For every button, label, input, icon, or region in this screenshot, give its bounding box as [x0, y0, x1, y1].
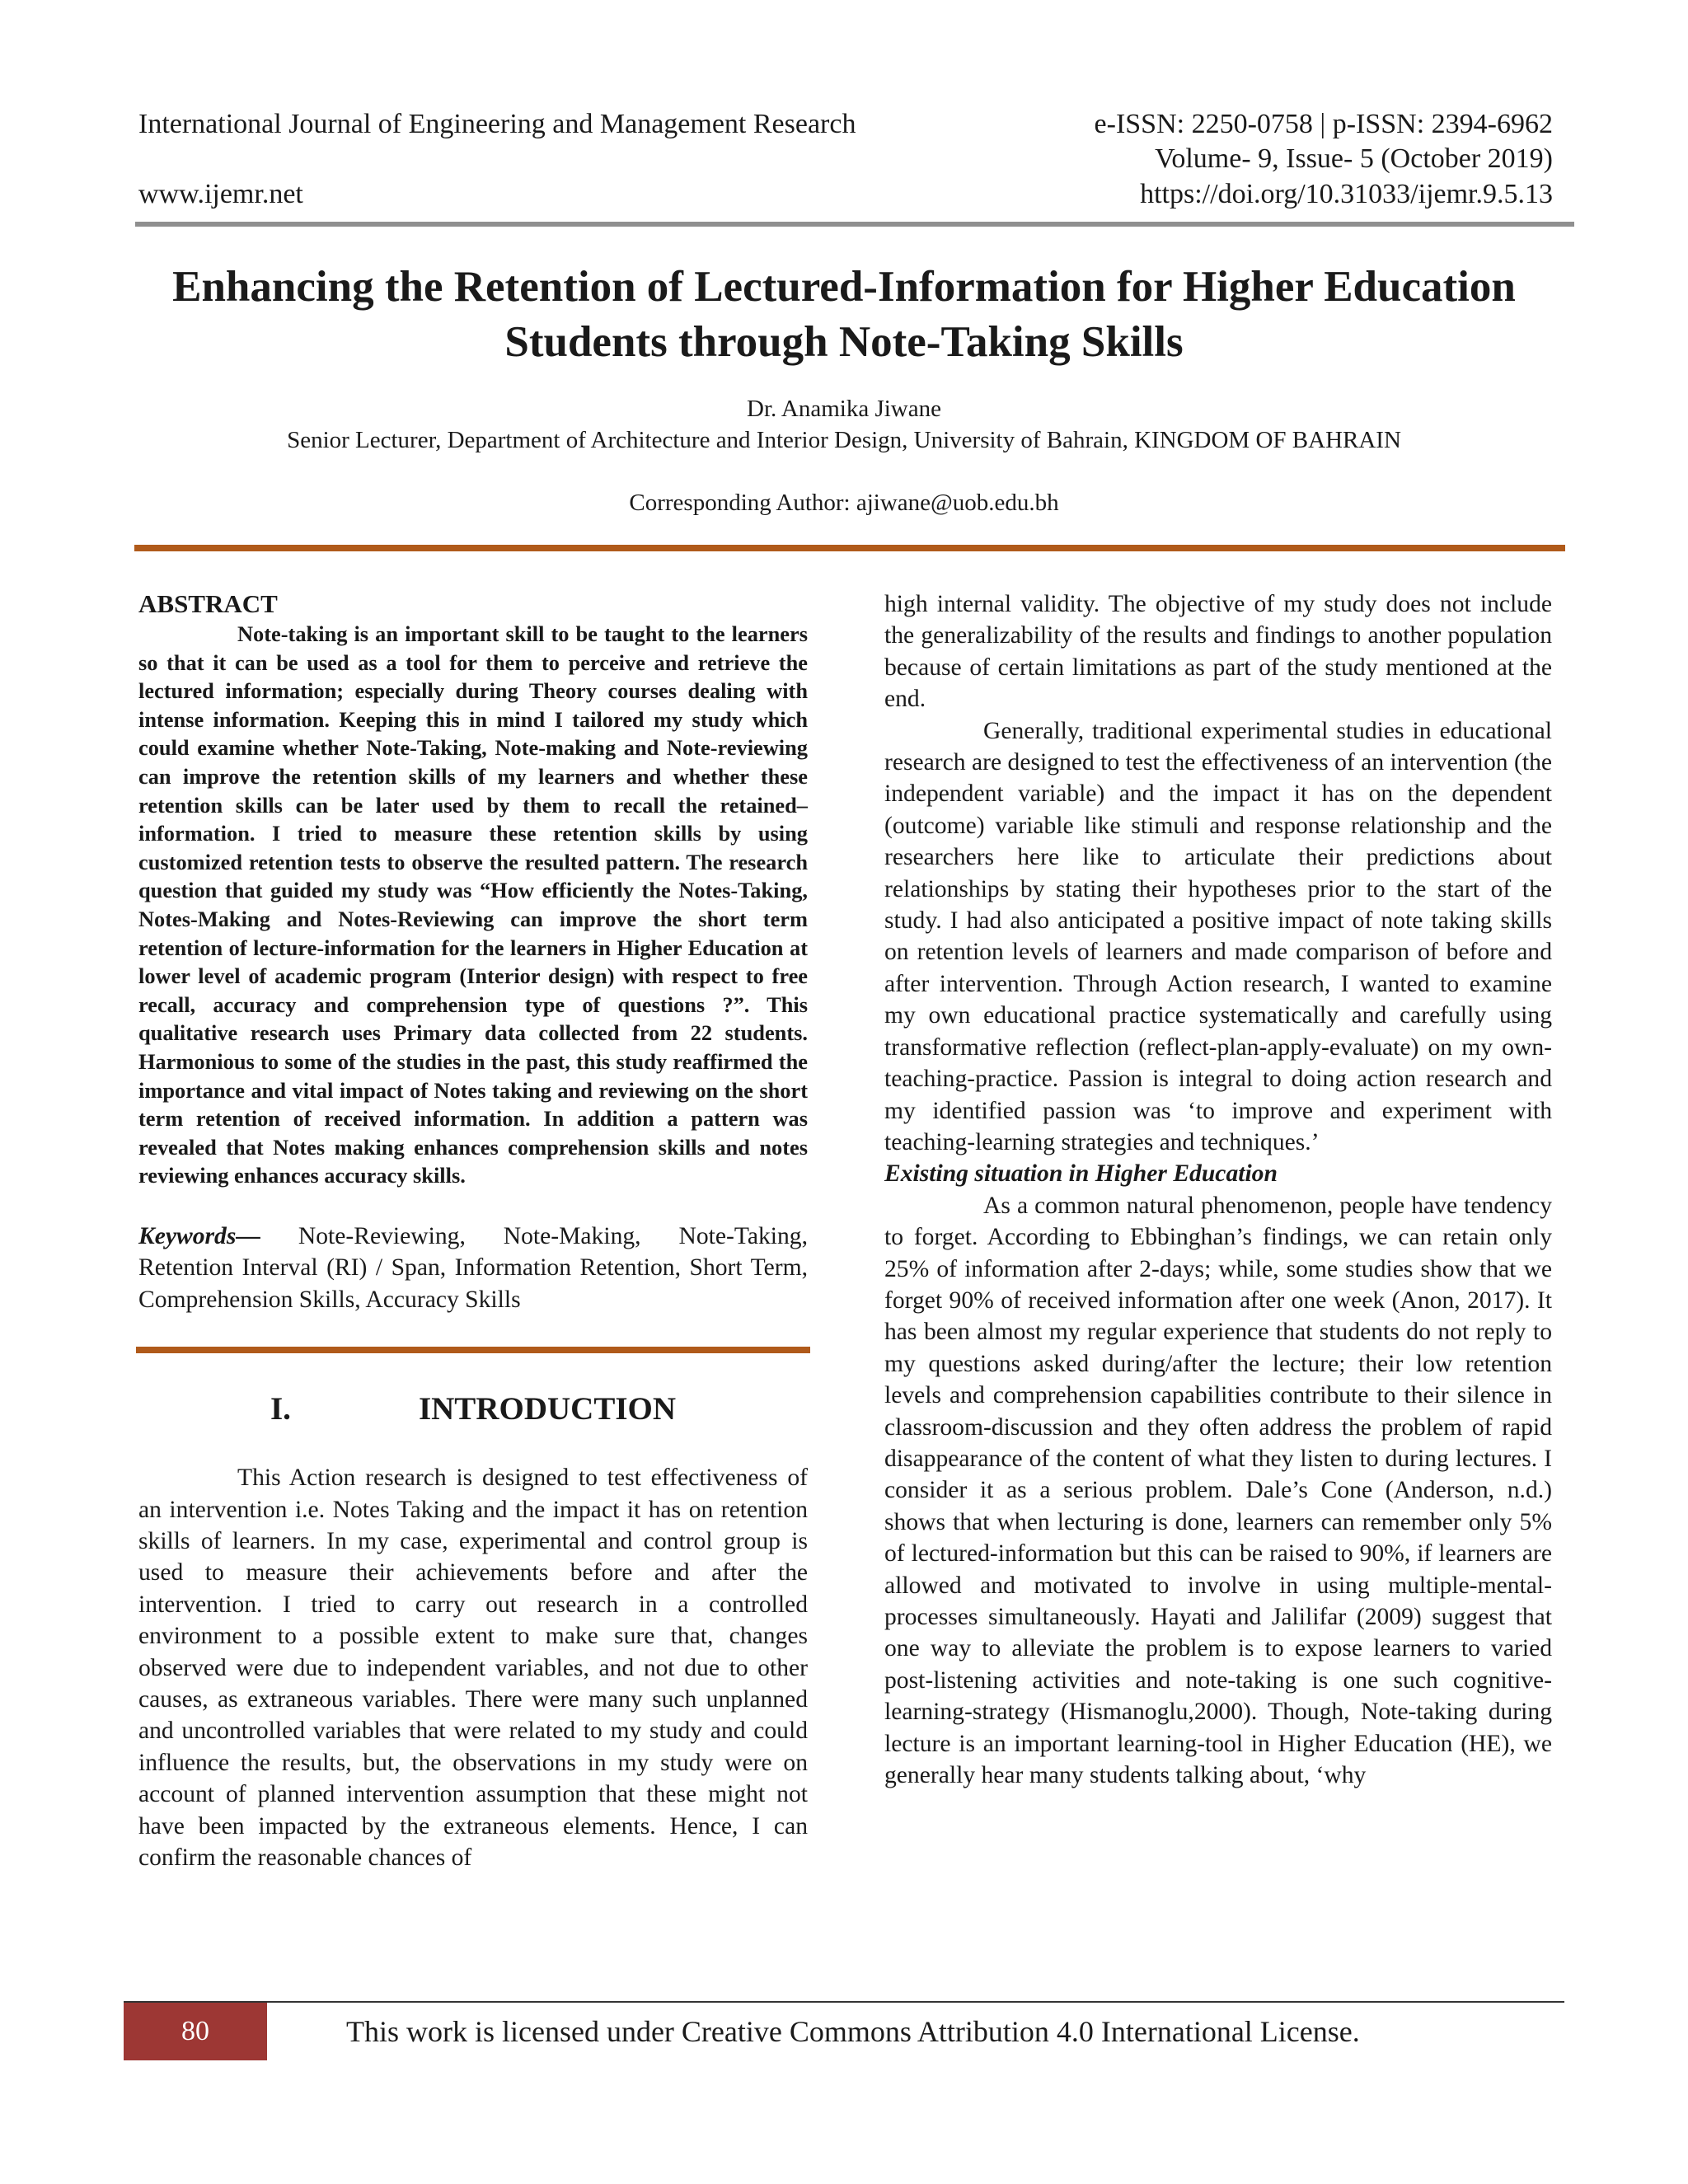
section-number: I. — [270, 1391, 291, 1427]
abstract-text: Note-taking is an important skill to be taught to the learners so that it can be used as a tool for them to perceive and retrieve the lectured information; especially during Theory courses dealing with intense information. Keeping this in mind I tailored my study which could examine whether Note-Taking, Note-making and Note-reviewing can improve the retention skills of my learners and whether these retention skills can be later used by them to recall the retained–information. I tried to measure these retention skills by using customized retention tests to observe the resulted pattern. The research question that guided my study was “How efficiently the Notes-Taking, Notes-Making and Notes-Reviewing can improve the short term retention of lecture-information for the learners in Higher Education at lower level of academic program (Interior design) with respect to free recall, accuracy and comprehension type of questions ?”. This qualitative research uses Primary data collected from 22 students. Harmonious to some of the studies in the past, this study reaffirmed the importance and vital impact of Notes taking and reviewing on the short term retention of received information. In addition a pattern was revealed that Notes making enhances comprehension skills and notes reviewing enhances accuracy skills. — [138, 621, 808, 1188]
author-affiliation: Senior Lecturer, Department of Architecture and Interior Design, University of Bahrain, KINGDOM OF BAHRAIN — [287, 427, 1401, 453]
left-column — [138, 588, 808, 1873]
doi-link[interactable]: https://doi.org/10.31033/ijemr.9.5.13 — [1140, 179, 1553, 209]
keywords-label: Keywords— — [138, 1222, 260, 1249]
section-title: INTRODUCTION — [418, 1391, 677, 1427]
header-divider — [135, 222, 1574, 227]
title-line-1: Enhancing the Retention of Lectured-Information for Higher Education — [172, 263, 1516, 311]
paper-title — [115, 260, 1573, 370]
abstract-heading: ABSTRACT — [138, 589, 278, 618]
right-paragraph-3: As a common natural phenomenon, people have tendency to forget. According to Ebbinghan’s findings, we can retain only 25% of information after 2-days; while, some studies show that we forget 90% of received information after one week (Anon, 2017). It has been almost my regular experience that students do not reply to my questions asked during/after the lecture; their low retention levels and comprehension capabilities contribute to their silence in classroom-discussion and they often address the problem of rapid disappearance of the content of what they listen to during lectures. I consider it as a serious problem. Dale’s Cone (Anderson, n.d.) shows that when lecturing is done, learners can remember only 5% of lectured-information but this can be raised to 90%, if learners are allowed and motivated to involve in using multiple-mental-processes simultaneously. Hayati and Jalilifar (2009) suggest that one way to alleviate the problem is to expose learners to varied post-listening activities and note-taking is one such cognitive-learning-strategy (Hismanoglu,2000). Though, Note-taking during lecture is an important learning-tool in Higher Education (HE), we generally hear many students talking about, ‘why — [884, 1192, 1552, 1789]
subsection-heading: Existing situation in Higher Education — [884, 1160, 1278, 1188]
journal-website-link[interactable]: www.ijemr.net — [138, 179, 303, 209]
right-column — [884, 588, 1552, 1791]
license-notice: This work is licensed under Creative Commons Attribution 4.0 International License. — [346, 2015, 1360, 2048]
title-line-2: Students through Note-Taking Skills — [504, 318, 1184, 366]
footer-divider — [124, 2001, 1564, 2003]
section-divider — [136, 1347, 810, 1353]
right-paragraph-1: high internal validity. The objective of my study does not include the generalizability of the results and findings to another population because of certain limitations as part of the study mentioned at the end. — [884, 591, 1552, 713]
title-divider — [134, 545, 1565, 551]
section-heading-introduction — [138, 1390, 808, 1429]
issn: e-ISSN: 2250-0758 | p-ISSN: 2394-6962 — [1094, 109, 1553, 139]
page-number: 80 — [124, 2003, 267, 2060]
volume-issue: Volume- 9, Issue- 5 (October 2019) — [1155, 143, 1553, 174]
author-name: Dr. Anamika Jiwane — [747, 396, 941, 422]
keywords — [138, 1221, 808, 1315]
corresponding-author: Corresponding Author: ajiwane@uob.edu.bh — [629, 490, 1059, 516]
journal-name: International Journal of Engineering and Management Research — [138, 109, 856, 139]
intro-paragraph-1: This Action research is designed to test effectiveness of an intervention i.e. Notes Taking and the impact it has on retention skills of learners. In my case, experimental and control group is used to measure their achievements before and after the intervention. I tried to carry out research in a controlled environment to a possible extent to make sure that, changes observed were due to independent variables, and not due to other causes, as extraneous variables. There were many such unplanned and uncontrolled variables that were related to my study and could influence the results, but, the observations in my study were on account of planned intervention assumption that these might not have been impacted by the extraneous elements. Hence, I can confirm the reasonable chances of — [138, 1465, 808, 1871]
keywords-list: Note-Reviewing, Note-Making, Note-Taking, Retention Interval (RI) / Span, Information Retention, Short Term, Comprehension Skills, Accuracy Skills — [138, 1222, 808, 1313]
right-paragraph-2: Generally, traditional experimental studies in educational research are designed to test the effectiveness of an intervention (the independent variable) and the impact it has on the dependent (outcome) variable like stimuli and response relationship and the researchers here like to articulate their predictions about relationships by stating their hypotheses prior to the start of the study. I had also anticipated a positive impact of note taking skills on retention levels of learners and made comparison of before and after intervention. Through Action research, I wanted to examine my own educational practice systematically and carefully using transformative reflection (reflect-plan-apply-evaluate) on my own-teaching-practice. Passion is integral to doing action research and my identified passion was ‘to improve and experiment with teaching-learning strategies and techniques.’ — [884, 717, 1552, 1155]
